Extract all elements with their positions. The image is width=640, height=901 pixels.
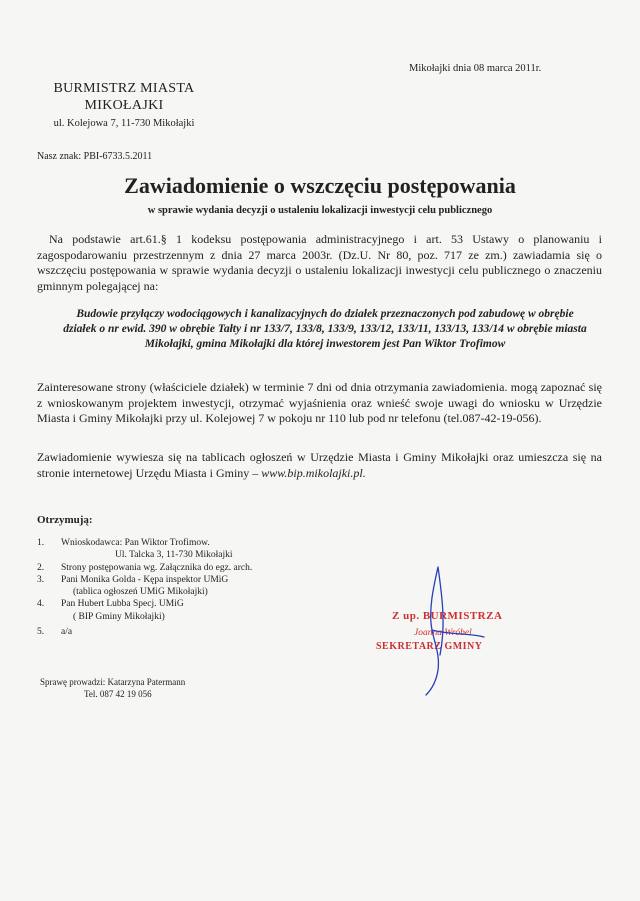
recipient-line: a/a [61, 627, 73, 638]
list-item [37, 537, 252, 562]
list-number: 3. [37, 574, 45, 585]
authority-line-1: BURMISTRZ MIASTA [53, 81, 195, 96]
handwritten-signature [380, 555, 503, 705]
authority-address: ul. Kolejowa 7, 11-730 Mikołajki [53, 118, 195, 129]
recipient-line: Pan Hubert Lubba Specj. UMiG [61, 599, 184, 610]
recipient-line: Wnioskodawca: Pan Wiktor Trofimow. [61, 538, 210, 548]
authority-line-2: MIKOŁAJKI [84, 98, 164, 113]
list-item [37, 598, 252, 623]
recipient-line: Strony postępowania wg. Załącznika do egz. arch. [61, 562, 253, 573]
stamp-line-1: Z up. BURMISTRZA [392, 610, 503, 622]
list-item [37, 562, 252, 574]
recipient-note: (tablica ogłoszeń UMiG Mikołajki) [73, 587, 208, 598]
recipients-list [37, 537, 252, 638]
prepared-by-phone: Tel. 087 42 19 056 [84, 689, 152, 699]
bip-link[interactable]: www.bip.mikolajki.pl. [261, 465, 366, 480]
list-number: 2. [37, 562, 45, 573]
stamp-line-3: SEKRETARZ GMINY [376, 641, 483, 652]
body-paragraph-investment: Budowie przyłączy wodociągowych i kanalizacyjnych do działek przeznaczonych pod zabudowę w obrębie działek o nr ewid. 390 w obrębie Tałty i nr 133/7, 133/8, 133/9, 133/12, 133/11, 133/13, 133/14 w obrębie miasta Mikołajki, gmina Mikołajki dla której inwestorem jest Pan Wiktor Trofimow [63, 308, 587, 350]
issuing-authority [34, 80, 214, 129]
prepared-by-name: Sprawę prowadzi: Katarzyna Patermann [40, 677, 186, 687]
list-number: 1. [37, 538, 45, 548]
document-subtitle: w sprawie wydania decyzji o ustaleniu lokalizacji inwestycji celu publicznego [147, 205, 493, 216]
list-item [37, 626, 252, 638]
prepared-by [40, 676, 185, 700]
body-paragraph-publication [37, 450, 602, 481]
list-number: 4. [37, 599, 45, 610]
body-paragraph-legal-basis: Na podstawie art.61.§ 1 kodeksu postępowania administracyjnego i art. 53 Ustawy o planowaniu i zagospodarowaniu przestrzennym z dnia 27 marca 2003r. (Dz.U. Nr 80, poz. 717 ze zm.) zawiadamia się o wszczęciu postępowania w sprawie wydania decyzji o ustaleniu lokalizacji inwestycji celu publicznego o znaczeniu gminnym polegającej na: [37, 232, 602, 293]
recipient-address: Ul. Talcka 3, 11-730 Mikołajki [115, 550, 233, 561]
document-date: Mikołajki dnia 08 marca 2011r. [409, 63, 542, 74]
stamp-line-2: Joanna Wróbel [414, 628, 472, 638]
recipient-note: ( BIP Gminy Mikołajki) [73, 611, 165, 622]
publication-text: Zawiadomienie wywiesza się na tablicach ogłoszeń w Urzędzie Miasta i Gminy Mikołajki oraz umieszcza się na stronie internetowej Urzędu Miasta i Gminy – [37, 450, 602, 480]
list-number: 5. [37, 627, 45, 638]
recipients-heading: Otrzymują: [37, 514, 93, 526]
body-paragraph-parties: Zainteresowane strony (właściciele działek) w terminie 7 dni od dnia otrzymania zawiadomienia. mogą zapoznać się z wnioskowanym projektem inwestycji, otrzymać wyjaśnienia oraz wnieść swoje uwagi do wniosku w Urzędzie Miasta i Gminy Mikołajki przy ul. Kolejowej 7 w pokoju nr 110 lub pod nr telefonu (tel.087-42-19-056). [37, 380, 602, 425]
list-item [37, 574, 252, 599]
document-title: Zawiadomienie o wszczęciu postępowania [124, 173, 516, 198]
reference-number: Nasz znak: PBI-6733.5.2011 [37, 151, 153, 162]
recipient-line: Pani Monika Golda - Kępa inspektor UMiG [61, 574, 229, 585]
